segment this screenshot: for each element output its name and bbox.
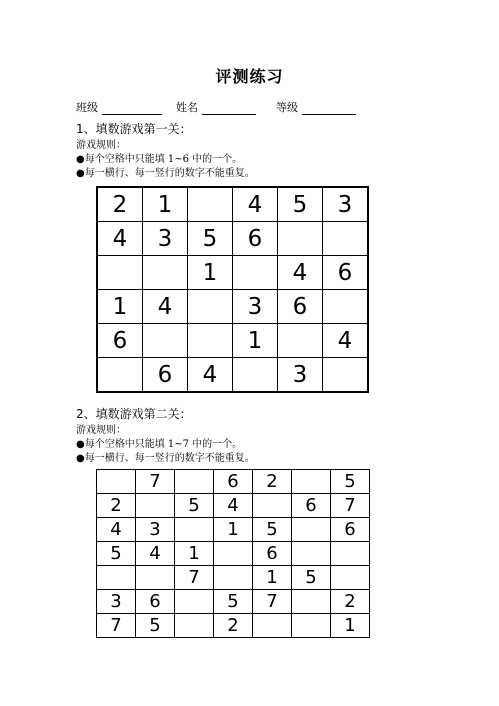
name-blank [202, 103, 256, 115]
grid-cell: 2 [214, 614, 253, 638]
grid-cell: 1 [143, 187, 188, 222]
grid-row [97, 590, 370, 614]
grid-cell: 6 [292, 494, 331, 518]
grid-cell[interactable] [331, 566, 370, 590]
grid-cell[interactable] [278, 324, 323, 358]
grid-cell: 4 [136, 542, 175, 566]
grid-cell: 6 [253, 542, 292, 566]
grid-row [97, 566, 370, 590]
grid-cell[interactable] [292, 518, 331, 542]
level1-heading: 1、填数游戏第一关： [76, 122, 192, 136]
grid-row [97, 494, 370, 518]
grid-cell: 7 [175, 566, 214, 590]
class-blank [102, 103, 162, 115]
grid-cell: 4 [97, 518, 136, 542]
grid-row [97, 290, 368, 324]
grid-cell: 4 [97, 222, 143, 256]
grid-cell: 5 [175, 494, 214, 518]
grid-cell[interactable] [253, 614, 292, 638]
grid-row [97, 187, 368, 222]
grid-cell: 2 [97, 494, 136, 518]
grid-cell: 6 [136, 590, 175, 614]
grid-cell[interactable] [292, 590, 331, 614]
page-title: 评测练习 [215, 67, 284, 86]
grid-cell: 5 [214, 590, 253, 614]
grid-cell[interactable] [136, 566, 175, 590]
level2-sudoku-grid [96, 469, 370, 638]
grid-cell: 2 [97, 187, 143, 222]
grid-cell: 6 [233, 222, 278, 256]
grid-cell[interactable] [214, 566, 253, 590]
grid-row [97, 470, 370, 494]
grid-row [97, 256, 368, 290]
grid-cell: 5 [97, 542, 136, 566]
grid-cell: 4 [323, 324, 369, 358]
grid-cell: 5 [292, 566, 331, 590]
grid-cell: 7 [253, 590, 292, 614]
grid-cell: 2 [331, 590, 370, 614]
level1-rules-title: 游戏规则： [76, 140, 126, 151]
grid-row [97, 518, 370, 542]
grid-cell: 6 [214, 470, 253, 494]
grid-cell[interactable] [143, 256, 188, 290]
grid-cell: 1 [331, 614, 370, 638]
grid-cell: 3 [278, 358, 323, 393]
grid-cell[interactable] [214, 542, 253, 566]
grid-cell[interactable] [233, 358, 278, 393]
grid-cell: 3 [97, 590, 136, 614]
grid-cell: 3 [323, 187, 369, 222]
grid-row [97, 324, 368, 358]
grid-cell[interactable] [175, 470, 214, 494]
grid-cell: 3 [233, 290, 278, 324]
grid-cell[interactable] [143, 324, 188, 358]
grade-blank [302, 103, 356, 115]
grid-cell: 7 [136, 470, 175, 494]
grid-cell: 4 [143, 290, 188, 324]
grid-cell[interactable] [97, 256, 143, 290]
grid-cell[interactable] [188, 290, 233, 324]
grid-cell: 6 [331, 518, 370, 542]
grid-cell[interactable] [253, 494, 292, 518]
level1-rule-1: ●每个空格中只能填 1~6 中的一个。 [76, 154, 243, 165]
grid-cell: 5 [278, 187, 323, 222]
grid-cell: 7 [331, 494, 370, 518]
grid-cell: 5 [136, 614, 175, 638]
level2-rule-2: ●每一横行、每一竖行的数字不能重复。 [76, 453, 255, 464]
level2-rule-1: ●每个空格中只能填 1~7 中的一个。 [76, 439, 243, 450]
grid-cell: 4 [214, 494, 253, 518]
grid-cell[interactable] [323, 290, 369, 324]
grid-cell[interactable] [292, 470, 331, 494]
grid-cell: 6 [143, 358, 188, 393]
grid-cell[interactable] [175, 614, 214, 638]
grid-row [97, 222, 368, 256]
grid-cell: 1 [253, 566, 292, 590]
grid-cell: 1 [175, 542, 214, 566]
grid-cell: 3 [136, 518, 175, 542]
grid-cell[interactable] [292, 542, 331, 566]
grid-cell[interactable] [323, 358, 369, 393]
grid-cell: 3 [143, 222, 188, 256]
grid-cell[interactable] [278, 222, 323, 256]
grid-cell[interactable] [175, 590, 214, 614]
grid-cell: 1 [233, 324, 278, 358]
grid-cell: 6 [323, 256, 369, 290]
grid-cell: 7 [97, 614, 136, 638]
grid-cell: 4 [188, 358, 233, 393]
grid-cell[interactable] [97, 566, 136, 590]
grid-cell[interactable] [175, 518, 214, 542]
grid-cell: 1 [97, 290, 143, 324]
grid-cell[interactable] [188, 324, 233, 358]
grid-cell[interactable] [233, 256, 278, 290]
level2-rules-title: 游戏规则： [76, 425, 126, 436]
grid-cell: 5 [188, 222, 233, 256]
class-label: 班级 [76, 101, 98, 114]
level2-heading: 2、填数游戏第二关： [76, 407, 192, 421]
level1-rule-2: ●每一横行、每一竖行的数字不能重复。 [76, 168, 255, 179]
grid-cell[interactable] [331, 542, 370, 566]
grid-cell[interactable] [188, 187, 233, 222]
grid-cell: 1 [188, 256, 233, 290]
level1-rules [76, 139, 255, 181]
grid-row [97, 358, 368, 393]
grid-cell[interactable] [136, 494, 175, 518]
grid-cell: 6 [278, 290, 323, 324]
grid-row [97, 614, 370, 638]
level1-sudoku-grid [96, 186, 369, 393]
name-label: 姓名 [176, 101, 198, 114]
grid-cell: 6 [97, 324, 143, 358]
grade-label: 等级 [276, 101, 298, 114]
student-info-row [76, 99, 356, 115]
level2-rules [76, 424, 255, 466]
grid-row [97, 542, 370, 566]
grid-cell: 5 [331, 470, 370, 494]
grid-cell: 4 [278, 256, 323, 290]
grid-cell: 1 [214, 518, 253, 542]
grid-cell[interactable] [97, 470, 136, 494]
grid-cell: 2 [253, 470, 292, 494]
grid-cell[interactable] [323, 222, 369, 256]
grid-cell[interactable] [292, 614, 331, 638]
grid-cell: 4 [233, 187, 278, 222]
grid-cell[interactable] [97, 358, 143, 393]
grid-cell: 5 [253, 518, 292, 542]
